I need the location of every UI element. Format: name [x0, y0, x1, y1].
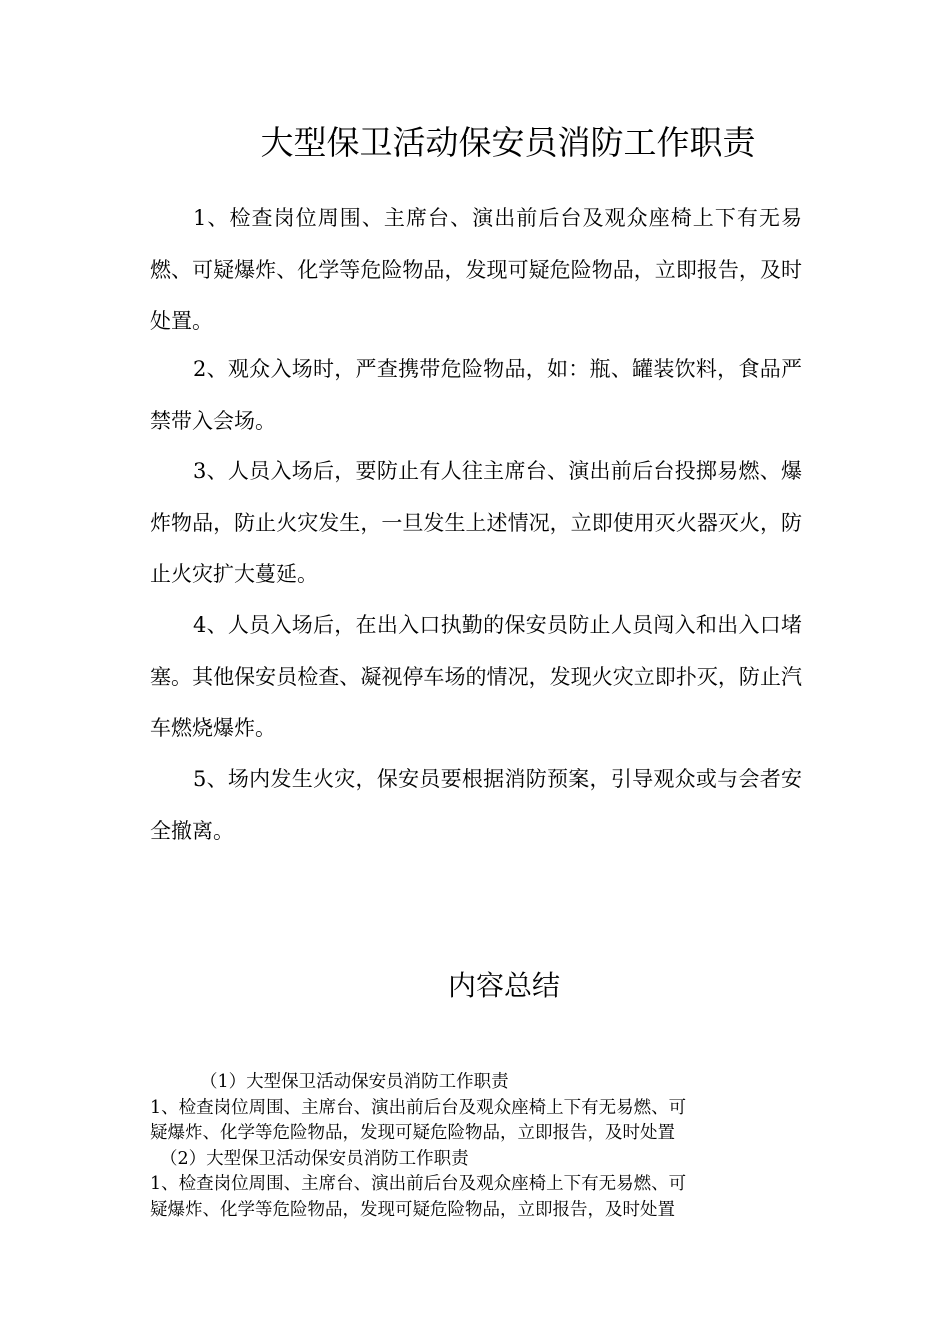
summary-heading: 内容总结 — [447, 969, 560, 1002]
summary-line: 疑爆炸、化学等危险物品，发现可疑危险物品，立即报告，及时处置 — [150, 1123, 675, 1143]
summary-line: （1）大型保卫活动保安员消防工作职责 — [200, 1072, 509, 1092]
duty-paragraph-3: 3、人员入场后，要防止有人往主席台、演出前后台投掷易燃、爆炸物品，防止火灾发生，一旦发生上述情况，立即使用灭火器灭火，防止火灾扩大蔓延。 — [150, 459, 802, 587]
summary-line: 1、检查岗位周围、主席台、演出前后台及观众座椅上下有无易燃、可 — [150, 1174, 687, 1194]
summary-block — [150, 1070, 790, 1223]
document-title: 大型保卫活动保安员消防工作职责 — [260, 123, 756, 162]
summary-line: 1、检查岗位周围、主席台、演出前后台及观众座椅上下有无易燃、可 — [150, 1097, 687, 1118]
duty-paragraph-4: 4、人员入场后，在出入口执勤的保安员防止人员闯入和出入口堵塞。其他保安员检查、凝视停车场的情况，发现火灾立即扑灭，防止汽车燃烧爆炸。 — [150, 613, 802, 741]
duty-paragraph-1: 1、检查岗位周围、主席台、演出前后台及观众座椅上下有无易燃、可疑爆炸、化学等危险物品，发现可疑危险物品，立即报告，及时处置。 — [150, 206, 802, 334]
summary-line: （2）大型保卫活动保安员消防工作职责 — [160, 1148, 469, 1169]
summary-line: 疑爆炸、化学等危险物品，发现可疑危险物品，立即报告，及时处置 — [150, 1199, 675, 1220]
duty-paragraph-2: 2、观众入场时，严查携带危险物品，如：瓶、罐装饮料，食品严禁带入会场。 — [150, 357, 802, 433]
duty-paragraph-5: 5、场内发生火灾，保安员要根据消防预案，引导观众或与会者安全撤离。 — [150, 767, 802, 843]
